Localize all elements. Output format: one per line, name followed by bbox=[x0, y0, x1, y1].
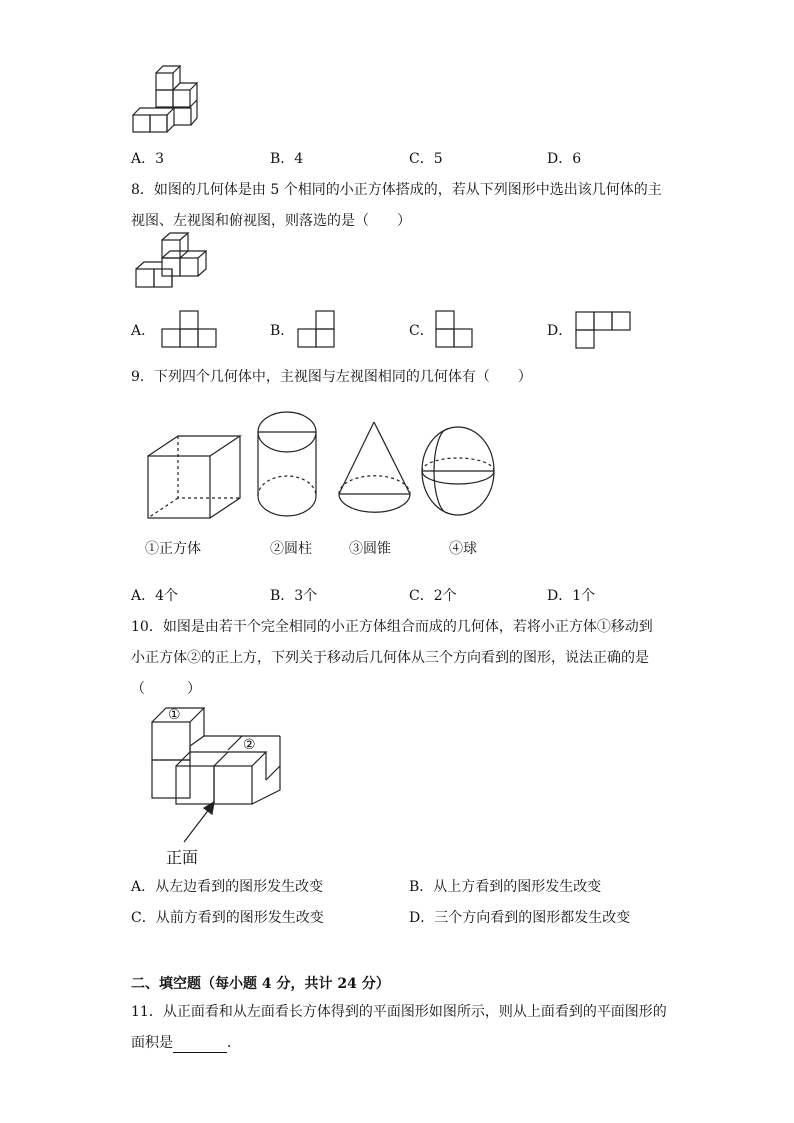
q11-answer-blank[interactable] bbox=[173, 1038, 227, 1053]
q10-option-b[interactable]: B．从上方看到的图形发生改变 bbox=[409, 879, 602, 895]
q9-cylinder-figure bbox=[256, 410, 318, 520]
q9-option-a[interactable]: A．4个 bbox=[131, 588, 179, 604]
q9-label-cube: ①正方体 bbox=[145, 541, 201, 557]
q8-option-c-figure bbox=[434, 309, 476, 349]
q7-option-a[interactable]: A．3 bbox=[131, 151, 165, 167]
q9-option-d[interactable]: D．1个 bbox=[547, 588, 596, 604]
q10-option-a[interactable]: A．从左边看到的图形发生改变 bbox=[131, 879, 324, 895]
q11-line2-before: 面积是 bbox=[131, 1035, 173, 1051]
q9-label-cone: ③圆锥 bbox=[349, 541, 391, 557]
q9-cone-figure bbox=[336, 420, 416, 520]
q10-question-line2: 小正方体②的正上方，下列关于移动后几何体从三个方向看到的图形，说法正确的是 bbox=[131, 650, 649, 666]
q11-line2-after: ． bbox=[227, 1035, 241, 1051]
q8-question-line1: 8．如图的几何体是由 5 个相同的小正方体搭成的，若从下列图形中选出该几何体的主 bbox=[131, 182, 662, 198]
q11-question-line2 bbox=[131, 1033, 241, 1053]
q8-option-a-figure bbox=[160, 309, 220, 349]
q10-question-line3: （ ） bbox=[131, 681, 201, 697]
q10-marker-2: ② bbox=[243, 737, 256, 753]
q11-question-line1: 11．从正面看和从左面看长方体得到的平面图形如图所示，则从上面看到的平面图形的 bbox=[131, 1004, 667, 1020]
section-heading: 二、填空题（每小题 4 分，共计 24 分） bbox=[131, 976, 390, 992]
q9-option-c[interactable]: C．2个 bbox=[409, 588, 457, 604]
q9-label-cylinder: ②圆柱 bbox=[270, 541, 312, 557]
q8-option-c[interactable]: C． bbox=[409, 323, 434, 339]
q10-marker-1: ① bbox=[168, 707, 181, 723]
q8-option-b[interactable]: B． bbox=[270, 323, 295, 339]
q7-option-c[interactable]: C．5 bbox=[409, 151, 443, 167]
q9-cube-figure bbox=[146, 434, 242, 522]
q8-cube-figure bbox=[134, 236, 214, 292]
q9-sphere-figure bbox=[420, 424, 504, 520]
q10-question-line1: 10．如图是由若干个完全相同的小正方体组合而成的几何体，若将小正方体①移动到 bbox=[131, 619, 653, 635]
q9-option-b[interactable]: B．3个 bbox=[270, 588, 318, 604]
q10-front-label: 正面 bbox=[166, 848, 199, 867]
q8-question-line2: 视图、左视图和俯视图，则落选的是（ ） bbox=[131, 213, 411, 229]
q10-option-d[interactable]: D．三个方向看到的图形都发生改变 bbox=[409, 910, 631, 926]
q9-label-sphere: ④球 bbox=[449, 541, 477, 557]
q8-option-b-figure bbox=[296, 309, 338, 349]
arrow-icon bbox=[180, 800, 220, 846]
q8-option-d-figure bbox=[574, 310, 636, 350]
q9-question-line1: 9．下列四个几何体中，主视图与左视图相同的几何体有（ ） bbox=[131, 369, 532, 385]
q8-option-a[interactable]: A． bbox=[131, 323, 156, 339]
q7-option-b[interactable]: B．4 bbox=[270, 151, 304, 167]
q7-cube-figure bbox=[130, 68, 200, 136]
q8-option-d[interactable]: D． bbox=[547, 323, 573, 339]
q10-option-c[interactable]: C．从前方看到的图形发生改变 bbox=[131, 910, 324, 926]
q7-option-d[interactable]: D．6 bbox=[547, 151, 582, 167]
